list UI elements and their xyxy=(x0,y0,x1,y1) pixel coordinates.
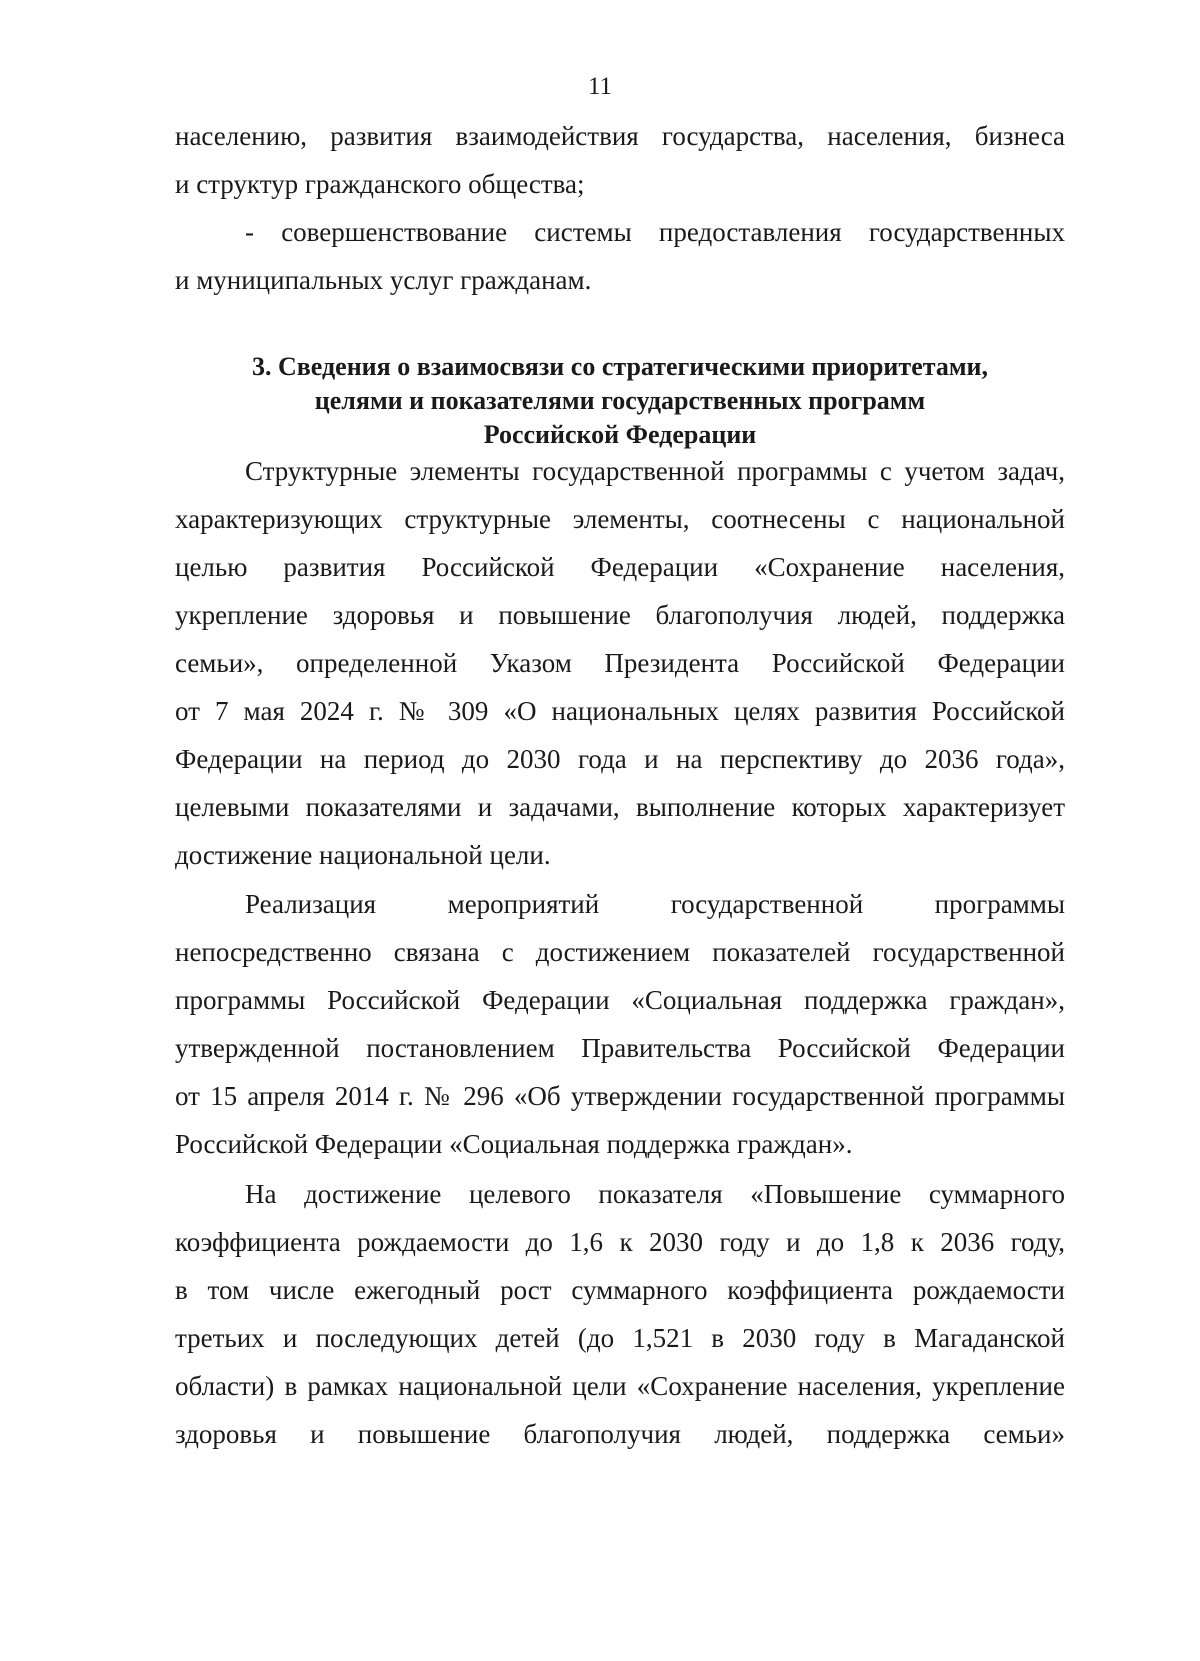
text-line: характеризующих структурные элементы, соотнесены с национальной xyxy=(175,504,1065,534)
text-line: непосредственно связана с достижением показателей государственной xyxy=(175,937,1065,967)
text-line: здоровья и повышение благополучия людей, поддержка семьи» xyxy=(175,1419,1065,1449)
text-line: Федерации на период до 2030 года и на перспективу до 2036 года», xyxy=(175,744,1065,774)
text-line: в том числе ежегодный рост суммарного коэффициента рождаемости xyxy=(175,1275,1065,1305)
text-line: Структурные элементы государственной программы с учетом задач, xyxy=(245,456,1065,486)
paragraph-2 xyxy=(175,880,1065,1168)
heading-line: 3. Сведения о взаимосвязи со стратегическими приоритетами, xyxy=(251,352,989,381)
text-line: области) в рамках национальной цели «Сохранение населения, укрепление xyxy=(175,1371,1065,1401)
text-line: третьих и последующих детей (до 1,521 в 2030 году в Магаданской xyxy=(175,1323,1065,1353)
page-number: 11 xyxy=(587,73,613,100)
text-line: целевыми показателями и задачами, выполнение которых характеризует xyxy=(175,792,1065,822)
text-line: Российской Федерации «Социальная поддержка граждан». xyxy=(175,1129,853,1159)
text-line: программы Российской Федерации «Социальная поддержка граждан», xyxy=(175,985,1065,1015)
text-line: населению, развития взаимодействия государства, населения, бизнеса xyxy=(175,121,1065,151)
paragraph-3 xyxy=(175,1170,1065,1458)
text-line: Реализация мероприятий государственной программы xyxy=(245,889,1065,919)
text-line: и структур гражданского общества; xyxy=(175,169,585,199)
text-line: укрепление здоровья и повышение благополучия людей, поддержка xyxy=(175,600,1065,630)
text-line: На достижение целевого показателя «Повышение суммарного xyxy=(245,1179,1065,1209)
text-line: достижение национальной цели. xyxy=(175,840,551,870)
intro-block xyxy=(175,112,1065,304)
text-line: семьи», определенной Указом Президента Российской Федерации xyxy=(175,648,1065,678)
heading-line: Российской Федерации xyxy=(483,420,757,449)
section-heading xyxy=(175,350,1065,452)
paragraph-1 xyxy=(175,447,1065,879)
text-line: коэффициента рождаемости до 1,6 к 2030 году и до 1,8 к 2036 году, xyxy=(175,1227,1065,1257)
text-line: утвержденной постановлением Правительства Российской Федерации xyxy=(175,1033,1065,1063)
text-line: целью развития Российской Федерации «Сохранение населения, xyxy=(175,552,1065,582)
list-item-line: - совершенствование системы предоставления государственных xyxy=(245,217,1065,247)
text-line: и муниципальных услуг гражданам. xyxy=(175,265,592,295)
text-line: от 15 апреля 2014 г. № 296 «Об утверждении государственной программы xyxy=(175,1081,1065,1111)
text-line: от 7 мая 2024 г. № 309 «О национальных целях развития Российской xyxy=(175,696,1065,726)
heading-line: целями и показателями государственных программ xyxy=(314,386,926,415)
